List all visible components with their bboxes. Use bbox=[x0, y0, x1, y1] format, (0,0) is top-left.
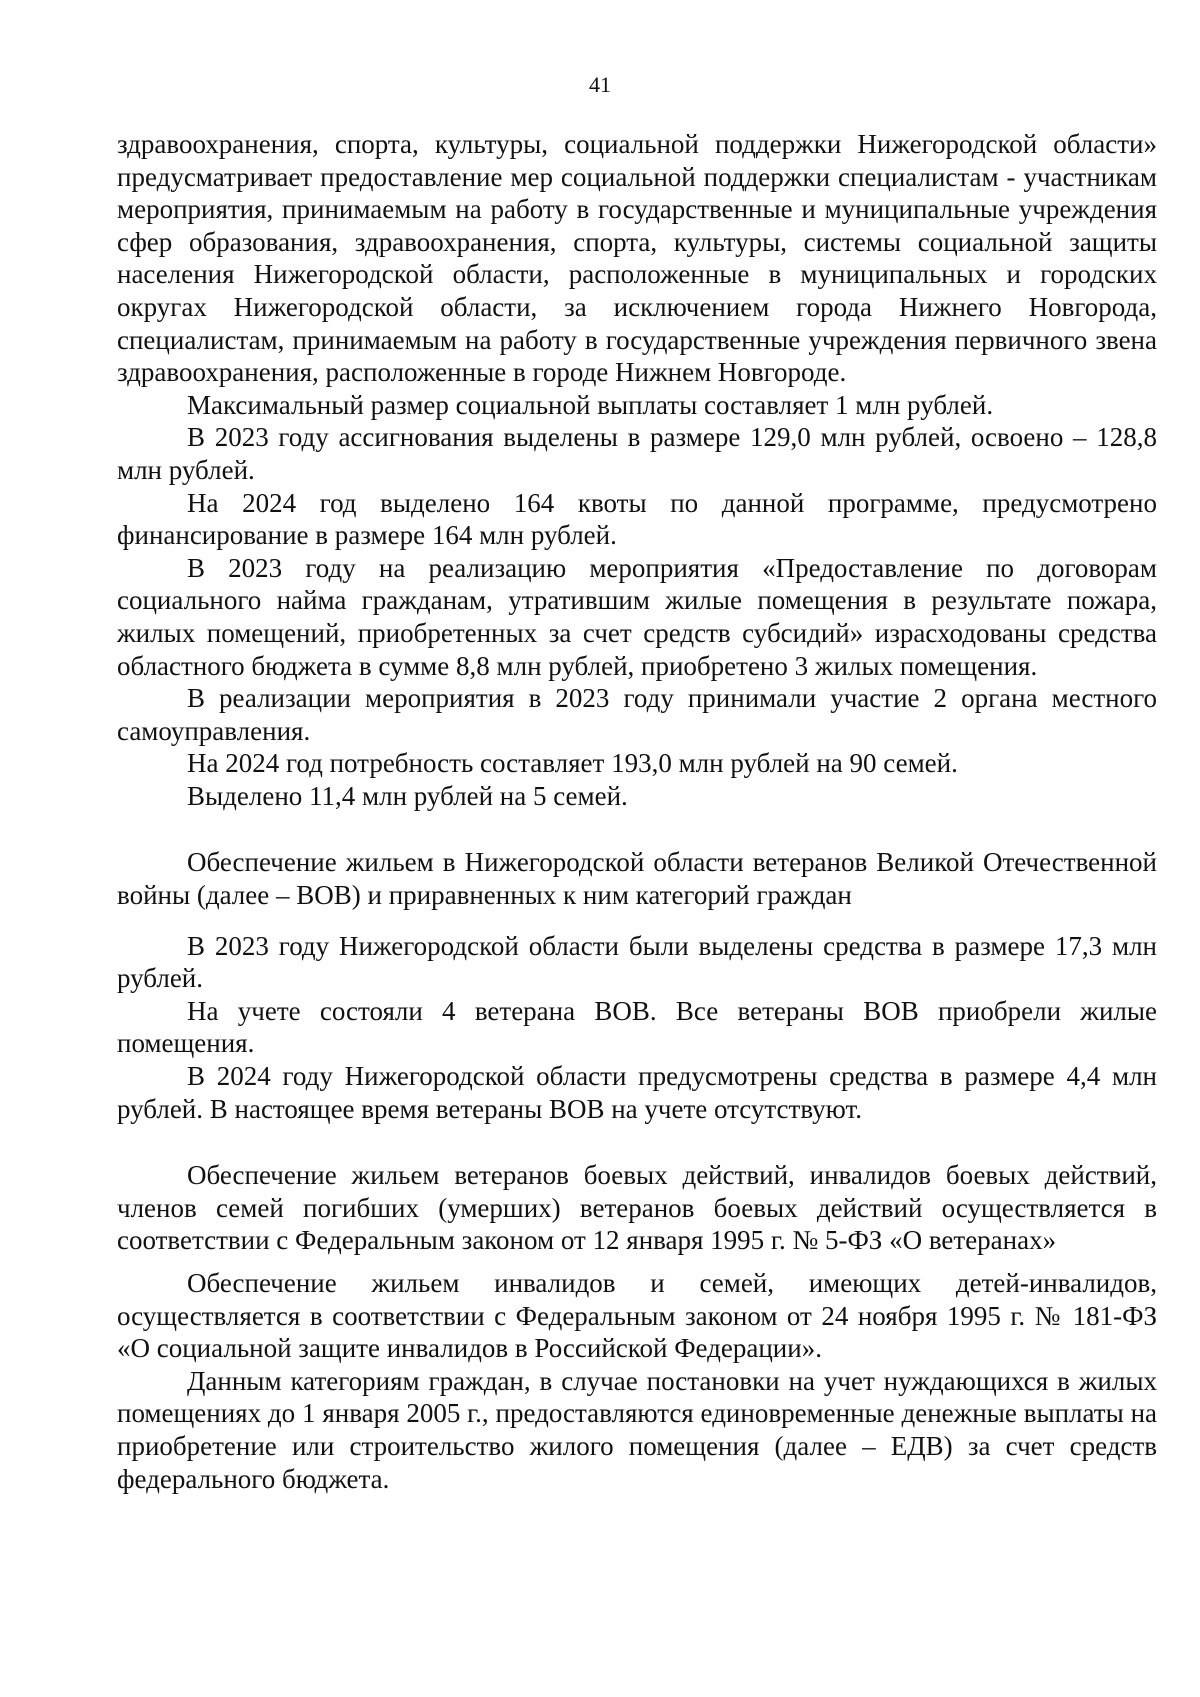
paragraph-veterans-registered: На учете состояли 4 ветерана ВОВ. Все ветераны ВОВ приобрели жилые помещения. bbox=[117, 995, 1157, 1059]
section-heading-wwii-veterans: Обеспечение жильем в Нижегородской области ветеранов Великой Отечественной войны (далее – ВОВ) и приравненных к ним категорий граждан bbox=[117, 847, 1157, 911]
paragraph-2023-allocations: В 2023 году ассигнования выделены в размере 129,0 млн рублей, освоено – 128,8 млн рублей. bbox=[117, 422, 1157, 485]
paragraph-combat-veterans: Обеспечение жильем ветеранов боевых действий, инвалидов боевых действий, членов семей погибших (умерших) ветеранов боевых действий осуществляется в соответствии с Федеральным законом от 12 января 1995 г. № 5-ФЗ «О ветеранах» bbox=[117, 1160, 1157, 1256]
paragraph-2024-veterans-funds: В 2024 году Нижегородской области предусмотрены средства в размере 4,4 млн рублей. В настоящее время ветераны ВОВ на учете отсутствуют. bbox=[117, 1061, 1157, 1124]
paragraph-2024-quotas: На 2024 год выделено 164 квоты по данной программе, предусмотрено финансирование в размере 164 млн рублей. bbox=[117, 487, 1157, 551]
paragraph-disabled-housing: Обеспечение жильем инвалидов и семей, имеющих детей-инвалидов, осуществляется в соответствии с Федеральным законом от 24 ноября 1995 г. № 181-ФЗ «О социальной защите инвалидов в Российской Федерации». bbox=[117, 1268, 1157, 1364]
paragraph-allocated-families: Выделено 11,4 млн рублей на 5 семей. bbox=[187, 780, 628, 811]
paragraph-fire-housing: В 2023 году на реализацию мероприятия «Предоставление по договорам социального найма гражданам, утратившим жилые помещения в результате пожара, жилых помещений, приобретенных за счет средств субсидий» израсходованы средства областного бюджета в сумме 8,8 млн рублей, приобретено 3 жилых помещения. bbox=[117, 552, 1157, 681]
paragraph-one-time-payments: Данным категориям граждан, в случае постановки на учет нуждающихся в жилых помещениях до 1 января 2005 г., предоставляются единовременные денежные выплаты на приобретение или строительство жилого помещения (далее – ЕДВ) за счет средств федерального бюджета. bbox=[117, 1365, 1157, 1494]
paragraph-max-payment: Максимальный размер социальной выплаты составляет 1 млн рублей. bbox=[187, 389, 994, 420]
paragraph-2023-veterans-funds: В 2023 году Нижегородской области были выделены средства в размере 17,3 млн рублей. bbox=[117, 930, 1157, 994]
document-body bbox=[117, 128, 1157, 1495]
paragraph-2024-need: На 2024 год потребность составляет 193,0 млн рублей на 90 семей. bbox=[187, 748, 958, 779]
paragraph-social-support-continuation: здравоохранения, спорта, культуры, социальной поддержки Нижегородской области» предусматривает предоставление мер социальной поддержки специалистам - участникам мероприятия, принимаемым на работу в государственные и муниципальные учреждения сфер образования, здравоохранения, спорта, культуры, системы социальной защиты населения Нижегородской области, расположенные в муниципальных и городских округах Нижегородской области, за исключением города Нижнего Новгорода, специалистам, принимаемым на работу в государственные учреждения первичного звена здравоохранения, расположенные в городе Нижнем Новгороде. bbox=[117, 129, 1157, 388]
page-number: 41 bbox=[589, 72, 611, 97]
paragraph-local-governments: В реализации мероприятия в 2023 году принимали участие 2 органа местного самоуправления. bbox=[117, 683, 1157, 746]
